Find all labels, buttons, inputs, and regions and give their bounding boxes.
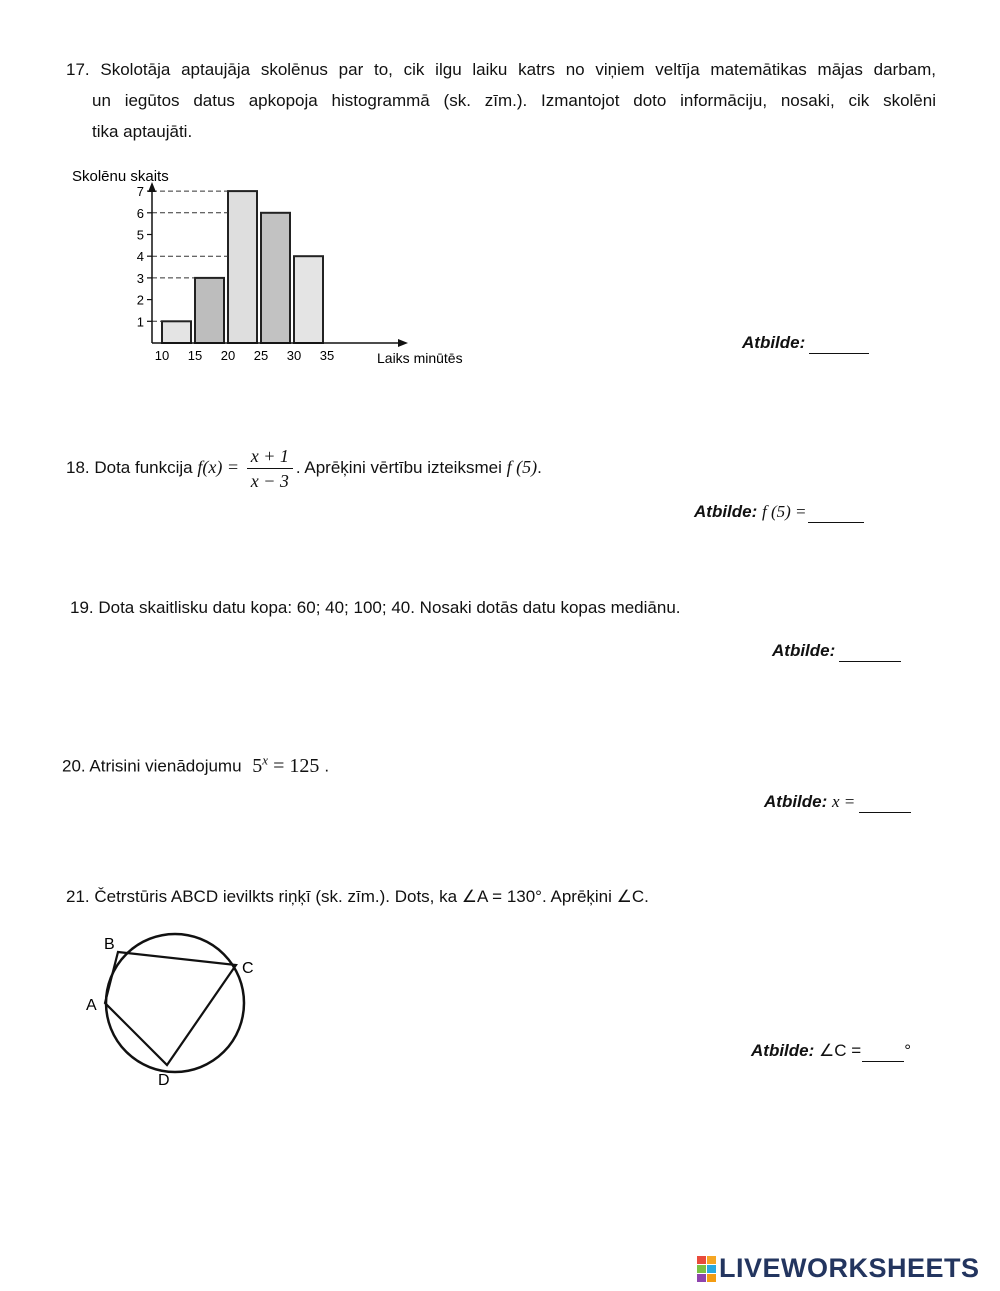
vertex-label-d: D xyxy=(158,1072,170,1089)
quadrilateral-abcd xyxy=(105,952,236,1065)
footer-logo xyxy=(697,1253,980,1284)
q20-text xyxy=(62,744,329,782)
y-tick-label: 6 xyxy=(136,205,144,221)
q18-answer-label: Atbilde: xyxy=(694,502,758,521)
q20-answer-input[interactable] xyxy=(859,794,911,813)
vertex-label-c: C xyxy=(242,960,254,977)
q17-text xyxy=(66,54,936,147)
histogram-bar xyxy=(261,213,290,343)
q19-answer-label: Atbilde: xyxy=(772,641,836,660)
q17-answer xyxy=(742,333,869,354)
q21-answer-input[interactable] xyxy=(862,1043,904,1062)
q18-answer-input[interactable] xyxy=(808,504,864,523)
footer-brand: LIVEWORKSHEETS xyxy=(719,1253,980,1283)
q18-function-lhs: f(x) = xyxy=(197,457,239,477)
q18-numerator: x + 1 xyxy=(247,444,293,469)
q18-suffix: . Aprēķini vērtību izteiksmei xyxy=(295,458,502,477)
q19-answer xyxy=(772,641,901,662)
x-tick-label: 25 xyxy=(253,348,269,363)
q18-fraction xyxy=(247,444,293,493)
q18-answer-expr: f (5) = xyxy=(762,502,807,521)
q21-degree: ° xyxy=(904,1041,911,1060)
histogram-bar xyxy=(228,191,257,343)
q18-answer xyxy=(694,502,864,523)
histogram-bar xyxy=(162,321,191,343)
q21-answer-expr: ∠C = xyxy=(819,1041,862,1060)
q20-equation xyxy=(252,752,324,777)
q20-answer-expr: x = xyxy=(832,792,856,811)
q17-line-3: tika aptaujāti. xyxy=(92,122,193,141)
q20-rhs: = 125 xyxy=(273,754,320,777)
x-tick-label: 15 xyxy=(187,348,203,363)
q18-end: . xyxy=(537,458,542,477)
inscribed-quadrilateral-diagram xyxy=(80,925,270,1090)
q17-line-2: un iegūtos datus apkopoja histogrammā (sk. zīm.). Izmantojot doto informāciju, nosaki, cik skolēni xyxy=(92,91,936,110)
q18-prefix: 18. Dota funkcija xyxy=(66,458,193,477)
y-tick-label: 1 xyxy=(136,314,144,330)
q20-prefix: 20. Atrisini vienādojumu xyxy=(62,756,242,776)
q20-exponent: x xyxy=(262,752,269,767)
liveworksheets-logo-icon xyxy=(697,1256,716,1282)
q19-answer-input[interactable] xyxy=(839,643,901,662)
q17-line-1: 17. Skolotāja aptaujāja skolēnus par to, cik ilgu laiku katrs no viņiem veltīja matemātikas mājas darbam, xyxy=(66,60,936,79)
x-tick-label: 10 xyxy=(154,348,170,363)
q18-denominator: x − 3 xyxy=(250,471,289,492)
histogram-bar xyxy=(294,256,323,343)
x-axis-arrow xyxy=(398,339,408,347)
q17-answer-input[interactable] xyxy=(809,335,869,354)
q20-answer xyxy=(764,792,911,813)
q20-base: 5 xyxy=(252,754,263,777)
q20-answer-label: Atbilde: xyxy=(764,792,828,811)
circle xyxy=(106,934,244,1072)
y-tick-label: 2 xyxy=(136,292,144,308)
y-tick-label: 5 xyxy=(136,227,144,243)
y-tick-label: 4 xyxy=(136,249,144,265)
histogram xyxy=(0,160,520,380)
q21-answer-label: Atbilde: xyxy=(751,1041,815,1060)
y-axis-label: Skolēnu skaits xyxy=(72,168,169,185)
q17-answer-label: Atbilde: xyxy=(742,333,806,352)
q18-text xyxy=(66,442,542,493)
x-tick-label: 20 xyxy=(220,348,236,363)
vertex-label-b: B xyxy=(104,936,115,953)
q21-text: 21. Četrstūris ABCD ievilkts riņķī (sk. zīm.). Dots, ka ∠A = 130°. Aprēķini ∠C. xyxy=(66,887,649,906)
x-axis-label: Laiks minūtēs xyxy=(377,350,463,366)
x-tick-label: 30 xyxy=(286,348,302,363)
vertex-label-a: A xyxy=(86,997,97,1014)
q20-end: . xyxy=(324,756,330,776)
q18-f5: f (5) xyxy=(506,457,538,477)
y-tick-label: 7 xyxy=(136,184,144,200)
histogram-bar xyxy=(195,278,224,343)
q19-text: 19. Dota skaitlisku datu kopa: 60; 40; 100; 40. Nosaki dotās datu kopas mediānu. xyxy=(70,598,681,617)
y-tick-label: 3 xyxy=(136,270,144,286)
x-tick-label: 35 xyxy=(319,348,335,363)
q21-answer xyxy=(751,1041,911,1062)
